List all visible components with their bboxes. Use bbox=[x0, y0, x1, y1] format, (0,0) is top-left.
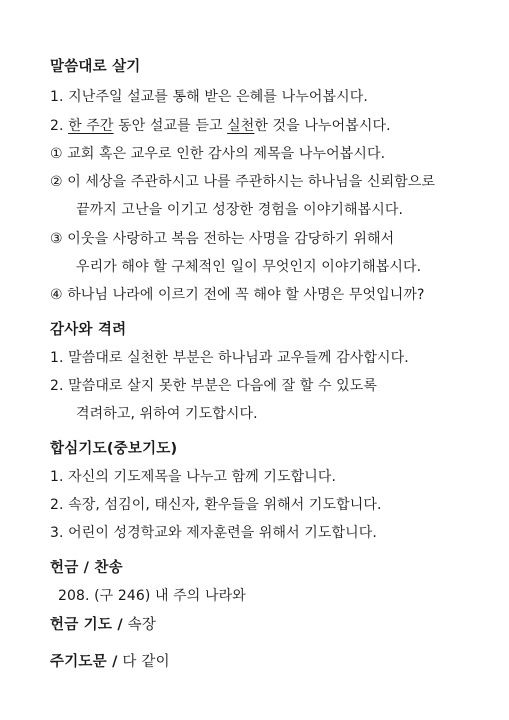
hymn-line: 208. (구 246) 내 주의 나라와 bbox=[58, 588, 246, 604]
section-heading-live-by-word: 말씀대로 살기 bbox=[50, 59, 141, 75]
list-item: 3. 어린이 성경학교와 제자훈련을 위해서 기도합니다. bbox=[50, 525, 377, 541]
list-item: 2. 속장, 섬김이, 태신자, 환우들을 위해서 기도합니다. bbox=[50, 497, 382, 513]
heading-label: 주기도문 / bbox=[50, 654, 118, 670]
list-item: ① 교회 혹은 교우로 인한 감사의 제목을 나누어봅시다. bbox=[50, 146, 386, 162]
heading-value: 속장 bbox=[122, 617, 157, 633]
list-item-continuation: 격려하고, 위하여 기도합시다. bbox=[76, 406, 258, 422]
list-item-number: 2. bbox=[50, 118, 69, 134]
section-heading-lords-prayer bbox=[50, 650, 170, 671]
heading-label: 헌금 기도 / bbox=[50, 617, 123, 633]
list-item: ④ 하나님 나라에 이르기 전에 꼭 해야 할 사명은 무엇입니까? bbox=[50, 287, 425, 303]
heading-value: 다 같이 bbox=[117, 654, 170, 670]
list-item-text: 한 것을 나누어봅시다. bbox=[254, 118, 391, 134]
list-item: ③ 이웃을 사랑하고 복음 전하는 사명을 감당하기 위해서 bbox=[50, 231, 395, 247]
section-heading-offering-prayer bbox=[50, 613, 156, 634]
section-heading-prayer: 합심기도(중보기도) bbox=[50, 441, 178, 457]
section-heading-offering-hymn: 헌금 / 찬송 bbox=[50, 560, 123, 576]
list-item-continuation: 끝까지 고난을 이기고 성장한 경험을 이야기해봅시다. bbox=[76, 202, 404, 218]
list-item: 1. 자신의 기도제목을 나누고 함께 기도합니다. bbox=[50, 469, 337, 485]
list-item-text: 동안 설교를 듣고 bbox=[113, 118, 228, 134]
section-heading-thanks: 감사와 격려 bbox=[50, 322, 127, 338]
list-item: ② 이 세상을 주관하시고 나를 주관하시는 하나님을 신뢰함으로 bbox=[50, 174, 436, 190]
list-item-continuation: 우리가 해야 할 구체적인 일이 무엇인지 이야기해봅시다. bbox=[76, 259, 422, 275]
underlined-text: 실천 bbox=[227, 118, 255, 134]
list-item: 2. 말씀대로 살지 못한 부분은 다음에 잘 할 수 있도록 bbox=[50, 378, 377, 394]
list-item: 1. 지난주일 설교를 통해 받은 은혜를 나누어봅시다. bbox=[50, 89, 368, 105]
underlined-text: 한 주간 bbox=[68, 118, 114, 134]
list-item: 1. 말씀대로 실천한 부분은 하나님과 교우들께 감사합시다. bbox=[50, 350, 409, 366]
list-item bbox=[50, 115, 391, 135]
